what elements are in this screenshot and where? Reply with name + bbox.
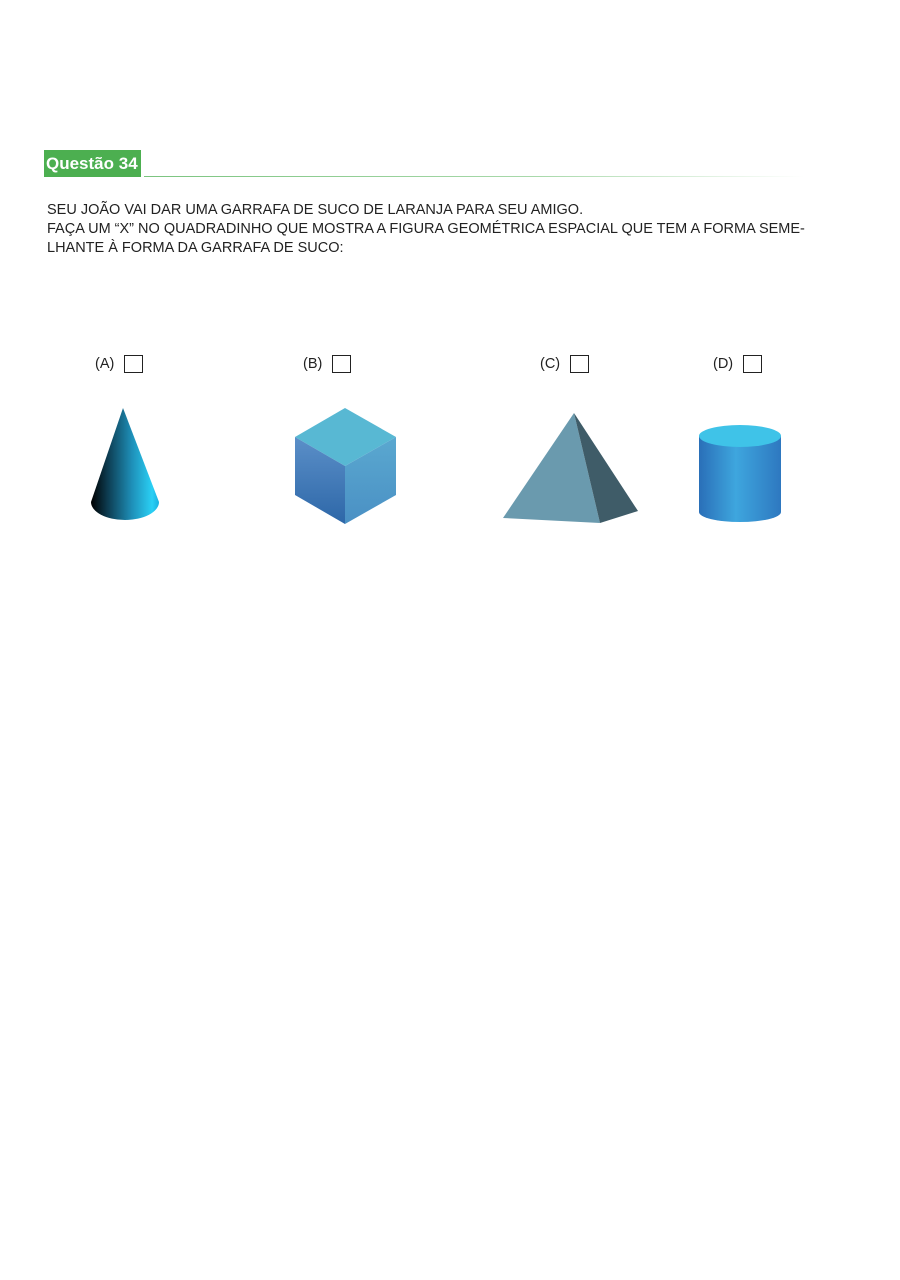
option-b-label: (B) — [303, 356, 323, 372]
option-d-label: (D) — [713, 356, 734, 372]
prompt-line: FAÇA UM “X” NO QUADRADINHO QUE MOSTRA A FIGURA GEOMÉTRICA ESPACIAL QUE TEM A FORMA SEME- — [47, 221, 805, 237]
option-a-checkbox[interactable] — [124, 355, 143, 373]
option-c-checkbox[interactable] — [570, 355, 589, 373]
header-divider — [144, 176, 804, 177]
option-b — [303, 352, 351, 376]
cylinder-icon — [696, 423, 784, 527]
option-b-checkbox[interactable] — [332, 355, 351, 373]
prompt-line: LHANTE À FORMA DA GARRAFA DE SUCO: — [47, 240, 344, 256]
cone-icon — [88, 406, 162, 526]
option-c — [540, 352, 589, 376]
option-c-label: (C) — [540, 356, 561, 372]
cube-icon — [293, 406, 399, 526]
question-title: Questão 34 — [44, 150, 141, 177]
option-d-checkbox[interactable] — [743, 355, 762, 373]
question-prompt — [47, 201, 857, 258]
option-d — [713, 352, 762, 376]
question-header — [44, 150, 804, 178]
option-a — [95, 352, 143, 376]
prompt-line: SEU JOÃO VAI DAR UMA GARRAFA DE SUCO DE LARANJA PARA SEU AMIGO. — [47, 202, 584, 218]
pyramid-icon — [500, 410, 642, 526]
option-a-label: (A) — [95, 356, 115, 372]
